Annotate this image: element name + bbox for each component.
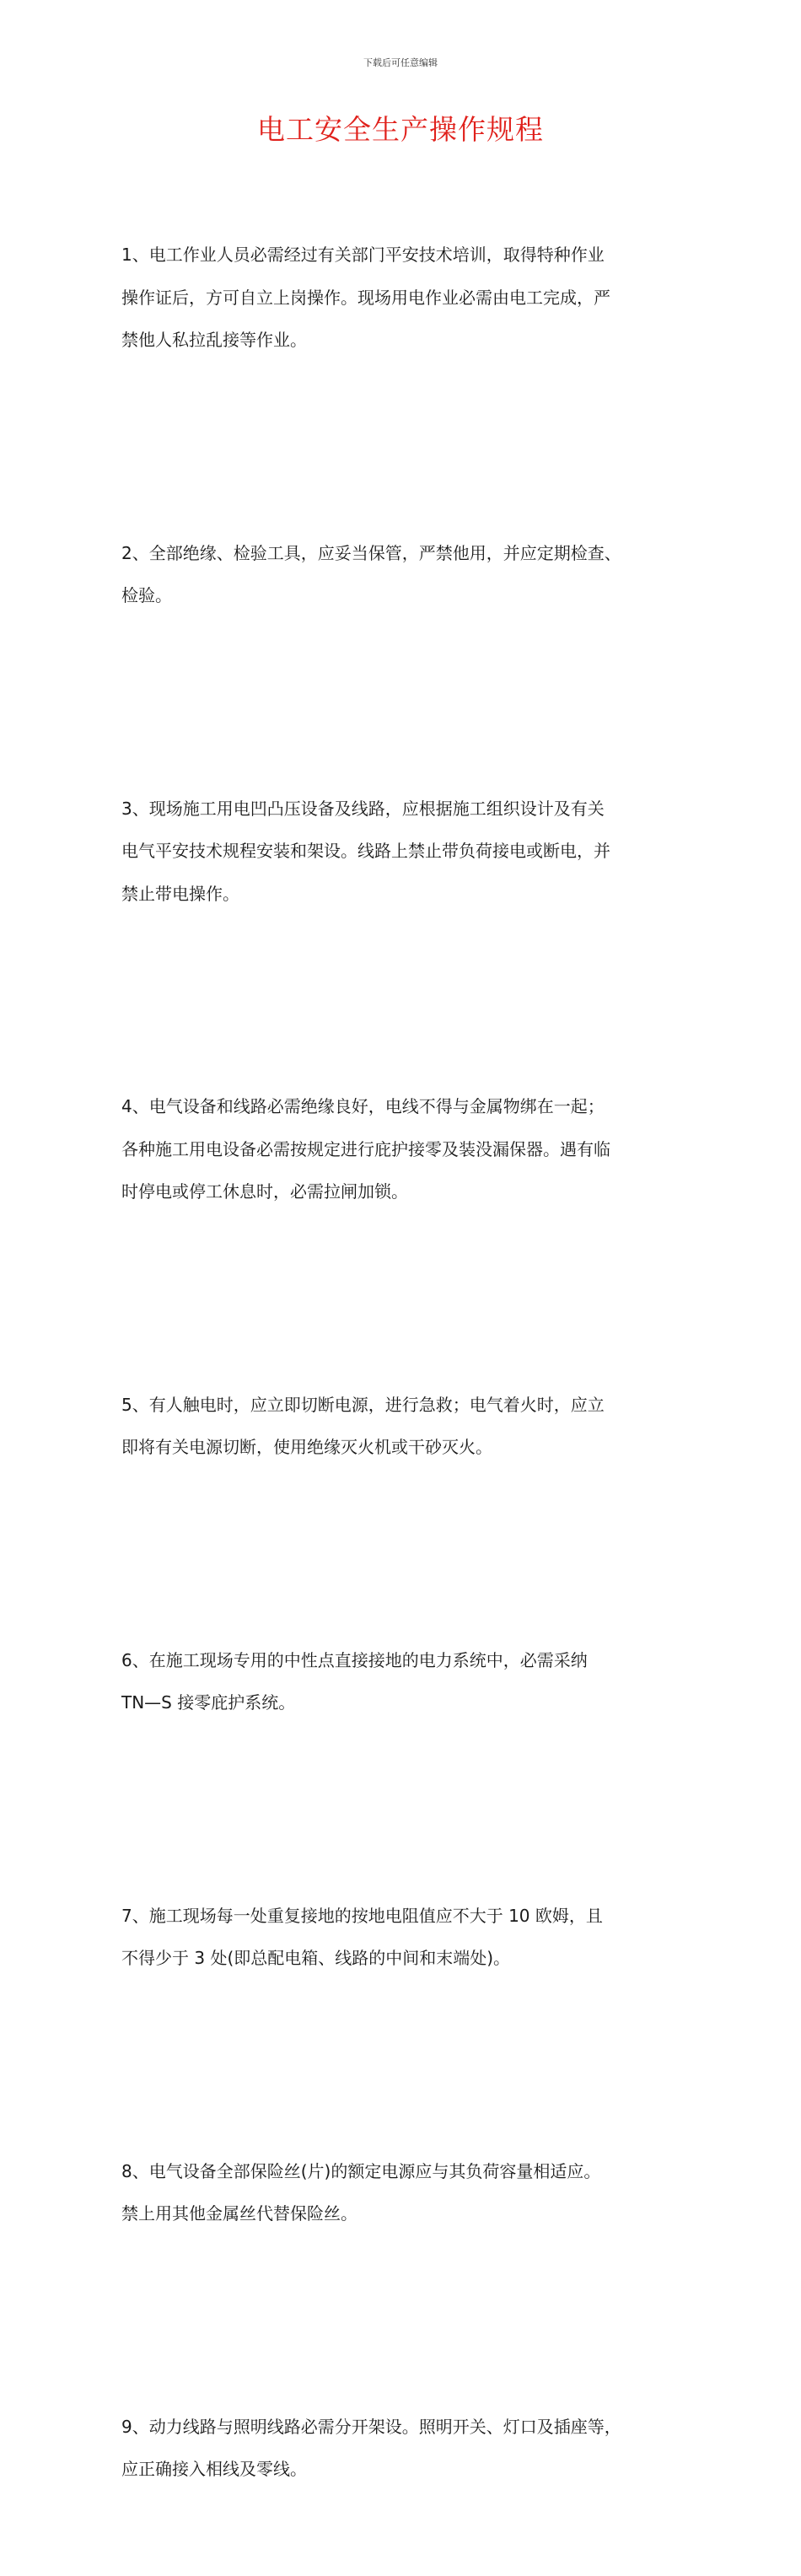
paragraph-line: 各种施工用电设备必需按规定进行庇护接零及装没漏保器。遇有临 [121, 1138, 610, 1159]
paragraph-line: 电气平安技术规程安装和架设。线路上禁止带负荷接电或断电，并 [121, 841, 610, 861]
paragraph-line: 检验。 [121, 585, 172, 605]
document-title: 电工安全生产操作规程 [257, 113, 544, 146]
paragraph-line: 6、在施工现场专用的中性点直接接地的电力系统中，必需采纳 [121, 1649, 588, 1670]
paragraph-line: 应正确接入相线及零线。 [121, 2459, 307, 2479]
document-body [121, 148, 695, 2576]
paragraph-line: 8、电气设备全部保险丝(片)的额定电源应与其负荷容量相适应。 [121, 2160, 601, 2181]
paragraph-line: 不得少于 3 处(即总配电箱、线路的中间和末端处)。 [121, 1948, 511, 1968]
paragraph-line: 禁上用其他金属丝代替保险丝。 [121, 2203, 357, 2224]
paragraph-1 [121, 148, 695, 447]
paragraph-line: 禁他人私拉乱接等作业。 [121, 330, 307, 350]
paragraph-8 [121, 2065, 695, 2321]
paragraph-line: TN—S 接零庇护系统。 [121, 1692, 296, 1713]
paragraph-line: 4、电气设备和线路必需绝缘良好，电线不得与金属物绑在一起； [121, 1096, 605, 1116]
paragraph-2 [121, 447, 695, 702]
paragraph-9 [121, 2321, 695, 2576]
paragraph-line: 即将有关电源切断，使用绝缘灭火机或干砂灭火。 [121, 1437, 492, 1457]
paragraph-line: 7、施工现场每一处重复接地的按地电阻值应不大于 10 欧姆，且 [121, 1905, 603, 1926]
paragraph-line: 1、电工作业人员必需经过有关部门平安技术培训，取得特种作业 [121, 245, 605, 265]
paragraph-6 [121, 1554, 695, 1810]
header-note: 下载后可任意编辑 [363, 57, 438, 68]
paragraph-line: 2、全部绝缘、检验工具，应妥当保管，严禁他用，并应定期检查、 [121, 542, 621, 563]
paragraph-line: 9、动力线路与照明线路必需分开架设。照明开关、灯口及插座等， [121, 2416, 621, 2437]
paragraph-7 [121, 1810, 695, 2065]
paragraph-3 [121, 702, 695, 1001]
paragraph-line: 禁止带电操作。 [121, 883, 239, 904]
paragraph-line: 5、有人触电时，应立即切断电源，进行急救；电气着火时，应立 [121, 1394, 605, 1415]
paragraph-4 [121, 1000, 695, 1299]
paragraph-line: 操作证后，方可自立上岗操作。现场用电作业必需由电工完成，严 [121, 287, 610, 308]
paragraph-5 [121, 1299, 695, 1554]
paragraph-line: 时停电或停工休息时，必需拉闸加锁。 [121, 1181, 408, 1202]
paragraph-line: 3、现场施工用电凹凸压设备及线路，应根据施工组织设计及有关 [121, 798, 605, 819]
